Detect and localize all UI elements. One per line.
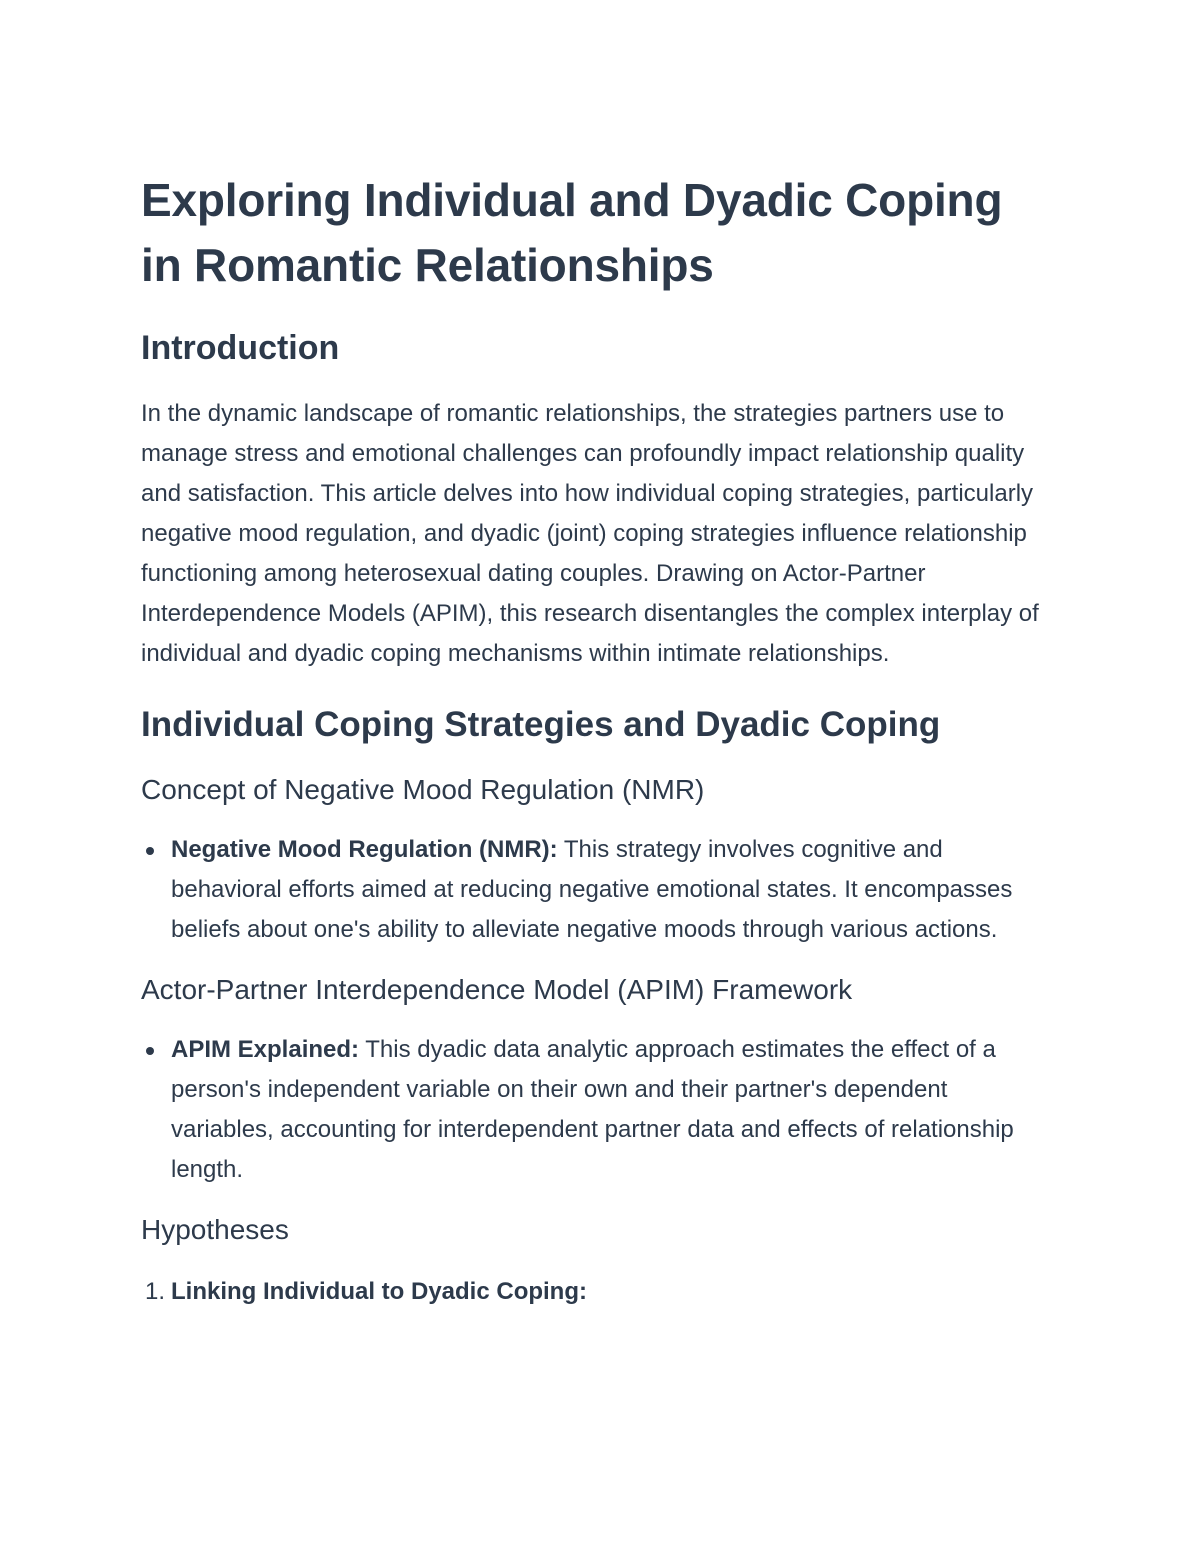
nmr-bullet-list [141, 830, 1050, 950]
hypothesis-lead: Linking Individual to Dyadic Coping: [171, 1278, 587, 1305]
bullet-lead: Negative Mood Regulation (NMR): [171, 836, 558, 863]
list-item [145, 1272, 1050, 1312]
list-item [171, 830, 1050, 950]
bullet-icon [146, 1047, 154, 1055]
subsection-heading-nmr: Concept of Negative Mood Regulation (NMR) [141, 774, 705, 805]
document-title: Exploring Individual and Dyadic Coping in Romantic Relationships [141, 174, 1003, 291]
list-number: 1. [145, 1278, 166, 1305]
introduction-heading: Introduction [141, 329, 340, 367]
bullet-icon [146, 847, 154, 855]
hypotheses-heading: Hypotheses [141, 1214, 289, 1245]
section-heading: Individual Coping Strategies and Dyadic Coping [141, 705, 941, 744]
bullet-text: This strategy involves cognitive and behavioral efforts aimed at reducing negative emotional states. It encompasses beliefs about one's ability to alleviate negative moods through various actions. [171, 836, 1013, 943]
introduction-paragraph: In the dynamic landscape of romantic relationships, the strategies partners use to manage stress and emotional challenges can profoundly impact relationship quality and satisfaction. This article delves into how individual coping strategies, particularly negative mood regulation, and dyadic (joint) coping strategies influence relationship functioning among heterosexual dating couples. Drawing on Actor-Partner Interdependence Models (APIM), this research disentangles the complex interplay of individual and dyadic coping mechanisms within intimate relationships. [141, 400, 1039, 667]
list-item [171, 1030, 1050, 1190]
subsection-heading-apim: Actor-Partner Interdependence Model (APIM) Framework [141, 974, 853, 1005]
apim-bullet-list [141, 1030, 1050, 1190]
hypotheses-list [141, 1272, 1050, 1312]
bullet-lead: APIM Explained: [171, 1036, 360, 1063]
bullet-text: This dyadic data analytic approach estimates the effect of a person's independent variable on their own and their partner's dependent variables, accounting for interdependent partner data and effects of relationship length. [171, 1036, 1014, 1183]
